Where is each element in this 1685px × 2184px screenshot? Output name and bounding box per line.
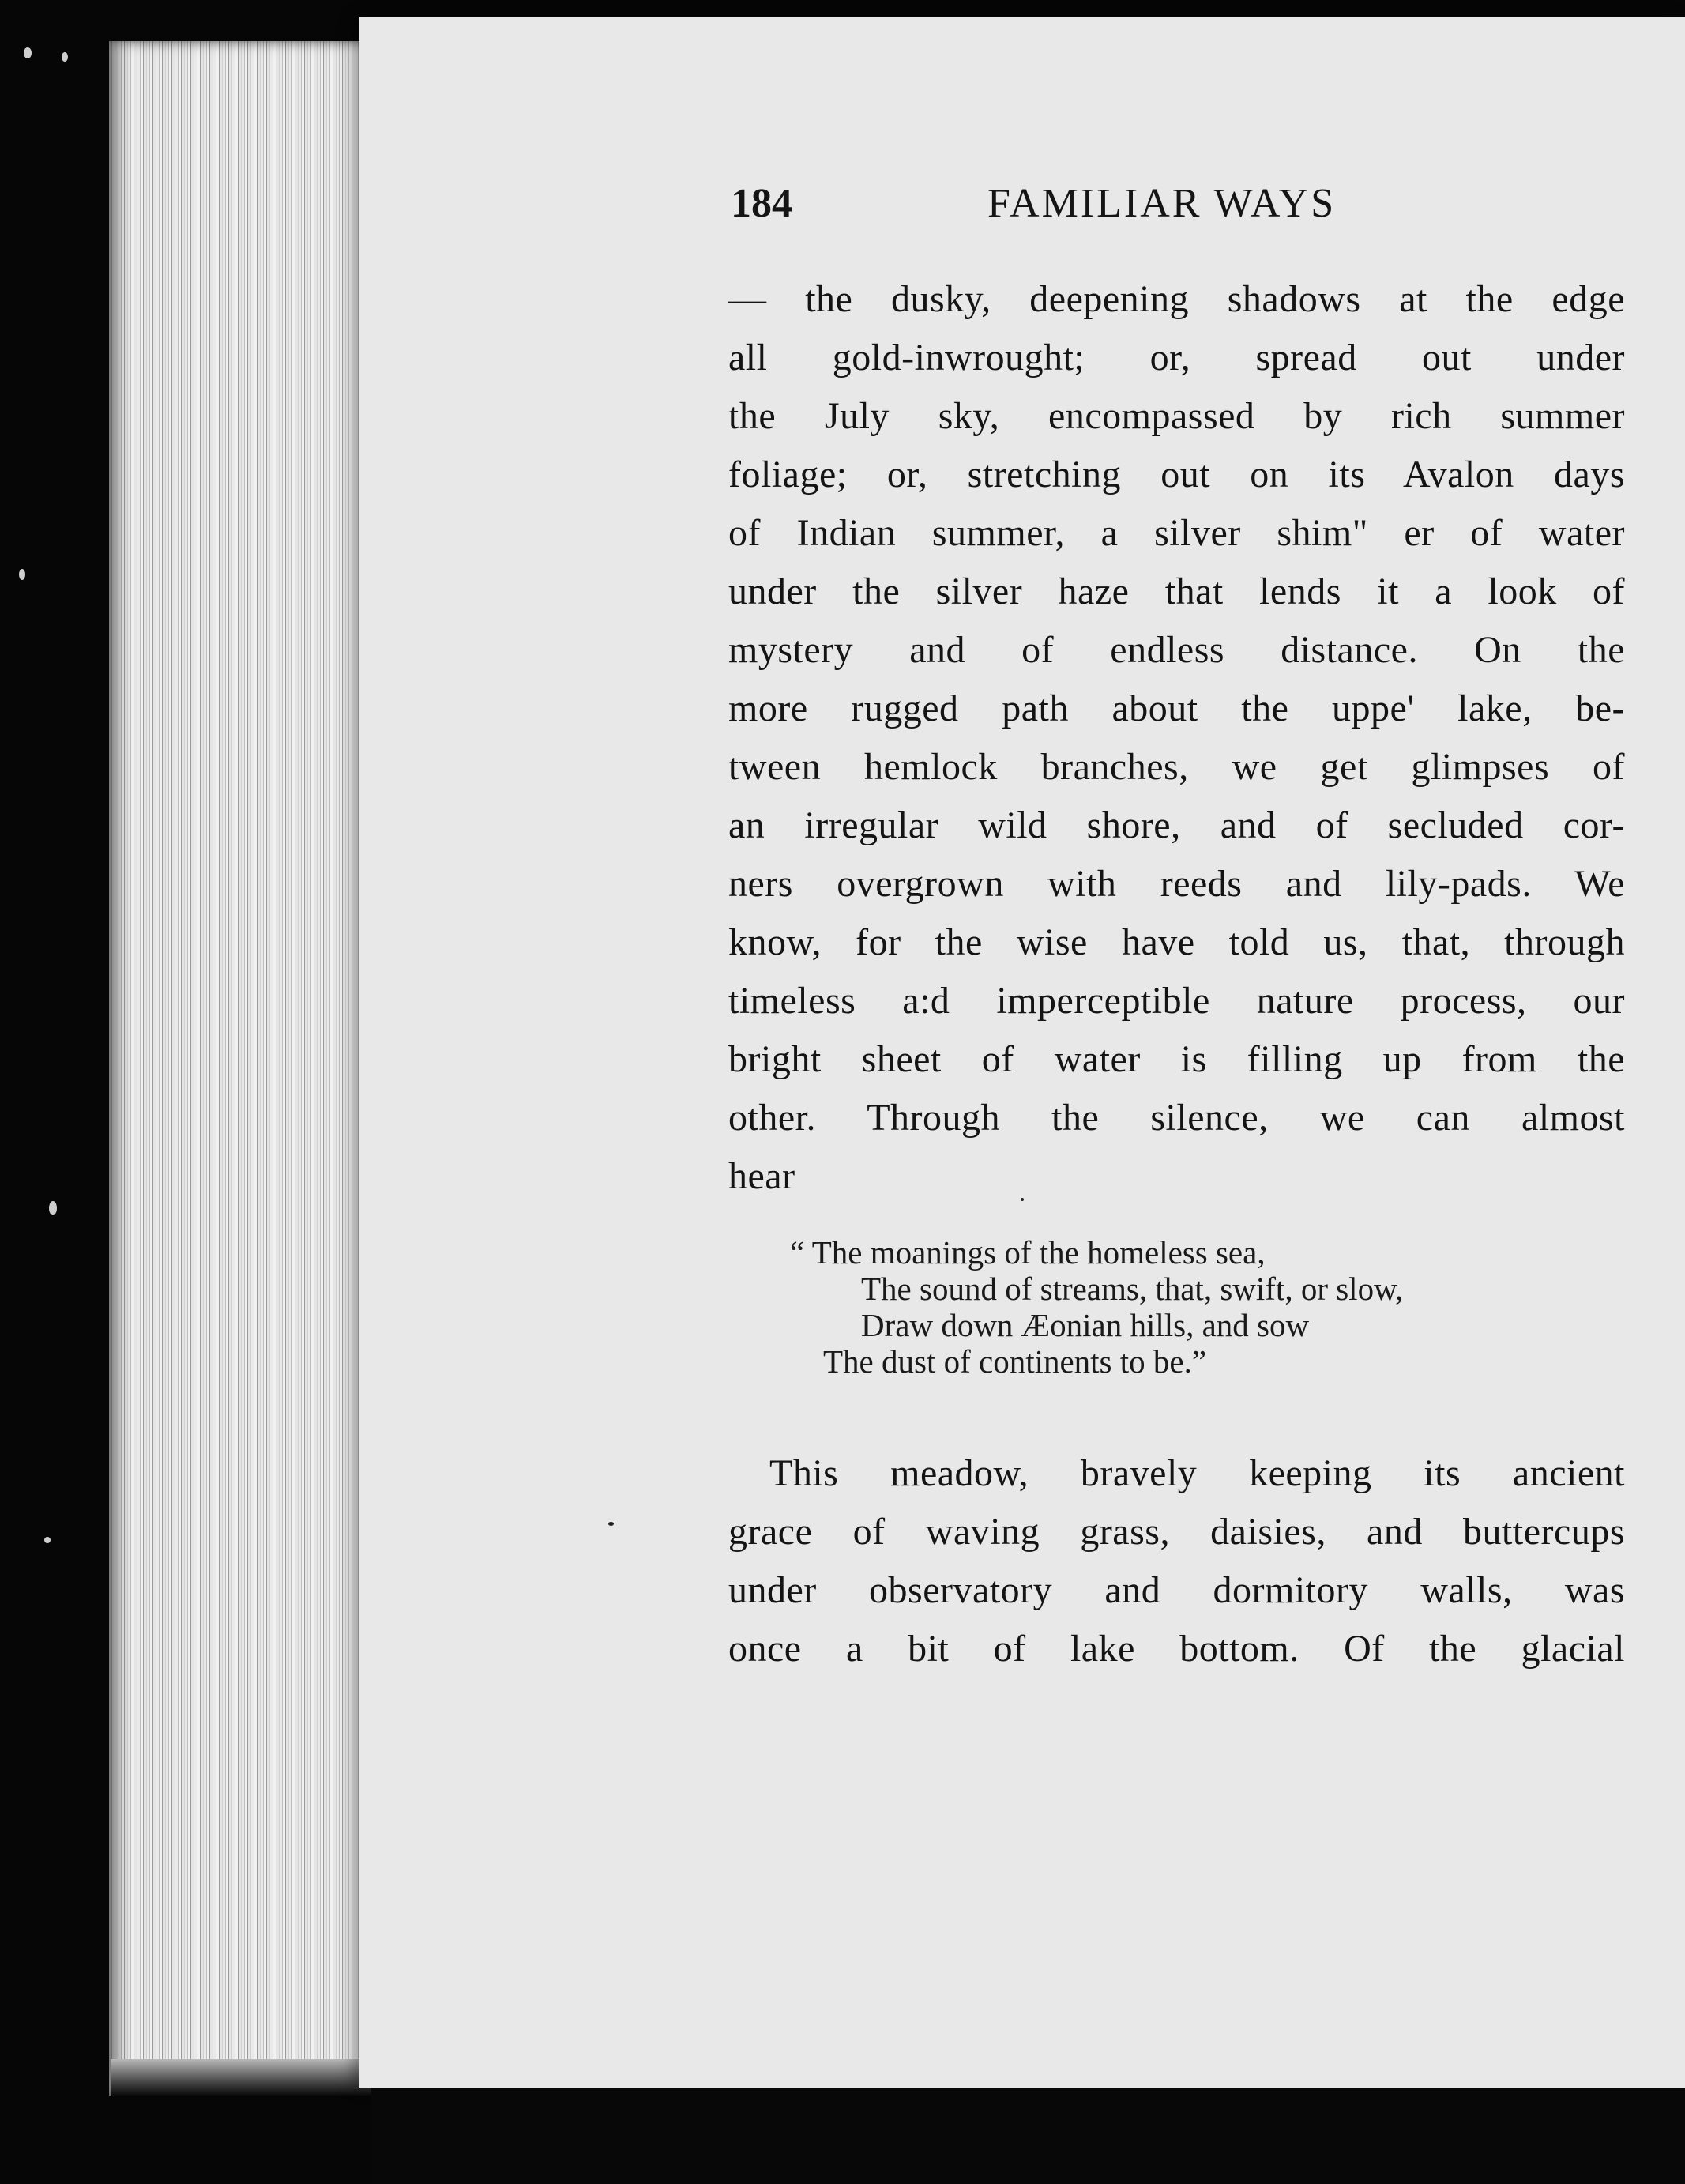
paragraph-2	[728, 1444, 1625, 1678]
text-line: an irregular wild shore, and of secluded cor-	[728, 804, 1625, 846]
scan-speck	[62, 52, 68, 62]
text-line: This meadow, bravely keeping its ancient	[769, 1452, 1625, 1494]
text-line: under the silver haze that lends it a look of	[728, 570, 1625, 612]
verse-line: The sound of streams, that, swift, or slow,	[861, 1271, 1404, 1307]
verse-line: “ The moanings of the homeless sea,	[790, 1234, 1266, 1271]
print-speck	[608, 1522, 614, 1526]
page-stack-edge	[109, 41, 370, 2096]
text-line: timeless a:d imperceptible nature process, our	[728, 980, 1625, 1022]
verse-quotation	[790, 1234, 1627, 1380]
verse-line: The dust of continents to be.”	[823, 1343, 1207, 1380]
text-line: other. Through the silence, we can almost	[728, 1097, 1625, 1139]
scan-bottom-border	[371, 2088, 1685, 2184]
text-line: mystery and of endless distance. On the	[728, 629, 1625, 671]
text-line: once a bit of lake bottom. Of the glacial	[728, 1628, 1625, 1670]
text-line: bright sheet of water is filling up from the	[728, 1038, 1625, 1080]
text-line: hear	[728, 1155, 795, 1197]
text-line: the July sky, encompassed by rich summer	[728, 395, 1625, 437]
running-title: FAMILIAR WAYS	[987, 181, 1337, 226]
text-line: know, for the wise have told us, that, through	[728, 921, 1625, 963]
text-line: of Indian summer, a silver shim" er of water	[728, 512, 1625, 554]
text-line: ners overgrown with reeds and lily-pads. We	[728, 863, 1625, 905]
text-line: grace of waving grass, daisies, and buttercups	[728, 1511, 1625, 1553]
scan-speck	[44, 1537, 51, 1543]
scan-speck	[19, 569, 25, 580]
text-line: under observatory and dormitory walls, was	[728, 1569, 1625, 1611]
scan-speck	[24, 47, 32, 58]
text-line: foliage; or, stretching out on its Avalon days	[728, 454, 1625, 495]
page-header	[731, 180, 1386, 243]
print-speck	[1021, 1198, 1024, 1201]
paragraph-1	[728, 270, 1625, 1206]
text-line: more rugged path about the uppe' lake, be-	[728, 687, 1625, 729]
text-line: tween hemlock branches, we get glimpses of	[728, 746, 1625, 788]
page-number: 184	[731, 181, 792, 226]
page-stack-bottom	[111, 2059, 379, 2096]
text-line: — the dusky, deepening shadows at the edge	[728, 278, 1625, 320]
text-line: all gold-inwrought; or, spread out under	[728, 337, 1625, 378]
verse-line: Draw down Æonian hills, and sow	[861, 1307, 1310, 1343]
scan-speck	[49, 1201, 57, 1215]
